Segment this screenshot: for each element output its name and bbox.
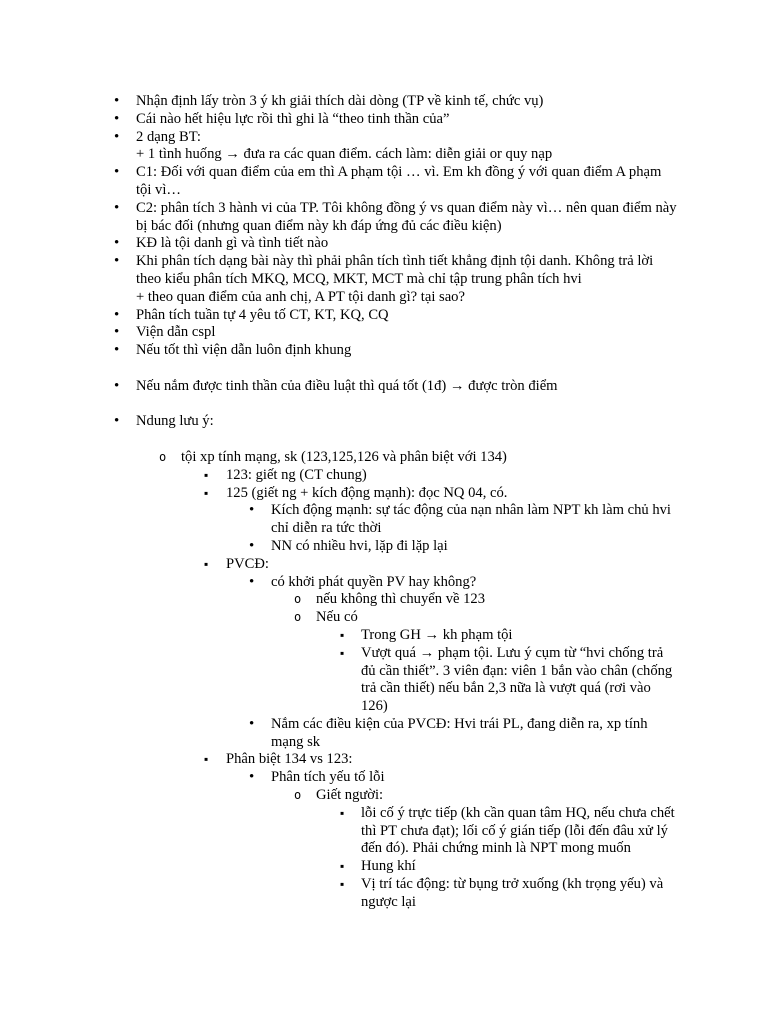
list-item: [0, 307, 768, 325]
square-bullet-icon: [340, 858, 354, 876]
list-item-text: Cái nào hết hiệu lực rồi thì ghi là “theo tinh thần của”: [136, 110, 450, 127]
list-item-text: Nếu nắm được tinh thần của điều luật thì quá tốt (1đ) → được tròn điểm: [136, 377, 558, 394]
list-item-text: Kích động mạnh: sự tác động của nạn nhân làm NPT kh làm chủ hvi chỉ diễn ra tức thời: [271, 502, 671, 537]
list-item-text: C2: phân tích 3 hành vi của TP. Tôi không đồng ý vs quan điểm này vì… nên quan điểm này bị bác đối (nhưng quan điểm này kh đáp ứng đủ các điều kiện): [136, 199, 677, 234]
bullet-icon: [249, 574, 263, 592]
list-item-text: Viện dẫn cspl: [136, 324, 216, 341]
list-item-text: tội xp tính mạng, sk (123,125,126 và phân biệt với 134): [181, 448, 507, 465]
square-bullet-icon: [340, 876, 354, 894]
circle-bullet-icon: o: [159, 449, 167, 464]
list-item: [0, 164, 768, 200]
list-item: [0, 538, 768, 556]
bullet-icon: [114, 253, 128, 271]
list-item: [0, 591, 768, 609]
bullet-icon: [249, 538, 263, 556]
list-item-text: Phân tích yếu tố lỗi: [271, 769, 385, 786]
bullet-icon: [114, 129, 128, 147]
list-item: [0, 342, 768, 360]
document-page: [0, 93, 768, 912]
circle-bullet-icon: o: [294, 592, 302, 607]
bullet-icon: [114, 200, 128, 218]
square-bullet-icon: [340, 627, 354, 645]
list-item-text: KĐ là tội danh gì và tình tiết nào: [136, 235, 329, 252]
list-item-text: + 1 tình huống → đưa ra các quan điểm. cách làm: diễn giải or quy nạp: [136, 146, 553, 163]
list-item: [0, 324, 768, 342]
blank-line: [0, 431, 768, 449]
list-item-text: lỗi cố ý trực tiếp (kh cần quan tâm HQ, nếu chưa chết thì PT chưa đạt); lối cố ý gián tiếp (lỗi đến đâu xử lý đến đó). Phải chứng minh là NPT mong muốn: [361, 804, 675, 857]
bullet-icon: [114, 93, 128, 111]
list-item: [0, 413, 768, 431]
list-item-text: Giết người:: [316, 787, 384, 804]
list-item-text: Nhận định lấy tròn 3 ý kh giải thích dài dòng (TP về kinh tế, chức vụ): [136, 93, 544, 109]
list-item-text: Nắm các điều kiện của PVCĐ: Hvi trái PL, đang diễn ra, xp tính mạng sk: [271, 715, 648, 750]
bullet-icon: [114, 164, 128, 182]
square-bullet-icon: [204, 751, 218, 769]
circle-bullet-icon: o: [294, 610, 302, 625]
bullet-icon: [249, 769, 263, 787]
list-item: [0, 502, 768, 538]
list-item-text: 123: giết ng (CT chung): [226, 466, 367, 483]
list-item: [0, 485, 768, 503]
list-item-text: Vượt quá → phạm tội. Lưu ý cụm từ “hvi chống trả đủ cần thiết”. 3 viên đạn: viên 1 bắn vào chân (chống trả cần thiết) nếu bắn 2,3 nữa là vượt quá (rơi vào 126): [361, 644, 673, 715]
list-item: [0, 378, 768, 396]
list-item: [0, 645, 768, 716]
list-item: [0, 449, 768, 467]
bullet-icon: [114, 342, 128, 360]
list-item: [0, 111, 768, 129]
list-item: [0, 556, 768, 574]
list-item-text: 125 (giết ng + kích động mạnh): đọc NQ 04, có.: [226, 484, 508, 501]
square-bullet-icon: [204, 467, 218, 485]
list-item-text: Trong GH → kh phạm tội: [361, 626, 513, 643]
bullet-icon: [114, 413, 128, 431]
bullet-icon: [114, 235, 128, 253]
list-item: [0, 627, 768, 645]
list-item: [0, 716, 768, 752]
list-item: [0, 609, 768, 627]
bullet-icon: [249, 502, 263, 520]
list-item: [0, 769, 768, 787]
list-item-text: Hung khí: [361, 858, 416, 875]
list-item: [0, 253, 768, 306]
list-item-text: nếu không thì chuyển về 123: [316, 591, 486, 608]
bullet-icon: [114, 111, 128, 129]
list-item-text: Nếu tốt thì viện dẫn luôn định khung: [136, 342, 352, 359]
blank-line: [0, 396, 768, 414]
circle-bullet-icon: o: [294, 788, 302, 803]
list-item: [0, 574, 768, 592]
bullet-icon: [249, 716, 263, 734]
blank-line: [0, 360, 768, 378]
list-item-text: + theo quan điểm của anh chị, A PT tội danh gì? tại sao?: [136, 288, 465, 305]
square-bullet-icon: [340, 645, 354, 663]
list-item: [0, 467, 768, 485]
bullet-icon: [114, 307, 128, 325]
list-item-text: Phân tích tuần tự 4 yêu tố CT, KT, KQ, CQ: [136, 306, 389, 323]
list-item-text: PVCĐ:: [226, 555, 269, 572]
square-bullet-icon: [204, 556, 218, 574]
list-item-text: Vị trí tác động: từ bụng trở xuống (kh trọng yếu) và ngược lại: [361, 876, 664, 910]
list-item: [0, 751, 768, 769]
bullet-icon: [114, 378, 128, 396]
list-item-text: có khởi phát quyền PV hay không?: [271, 573, 477, 590]
list-item: [0, 129, 768, 165]
list-item-text: C1: Đối với quan điểm của em thì A phạm tội … vì. Em kh đồng ý với quan điểm A phạm tội vì…: [136, 164, 662, 198]
list-item: [0, 235, 768, 253]
list-item: [0, 876, 768, 912]
bullet-icon: [114, 324, 128, 342]
square-bullet-icon: [340, 805, 354, 823]
list-item: [0, 200, 768, 236]
list-item-text: Ndung lưu ý:: [136, 413, 214, 430]
list-item: [0, 805, 768, 858]
list-item-text: Phân biệt 134 vs 123:: [226, 751, 353, 768]
list-item-text: Khi phân tích dạng bài này thì phải phân tích tình tiết khẳng định tội danh. Không trả lời theo kiểu phân tích MKQ, MCQ, MKT, MCT mà chỉ tập trung phân tích hvi: [136, 253, 654, 287]
list-item-text: 2 dạng BT:: [136, 128, 201, 145]
list-item: [0, 93, 768, 111]
square-bullet-icon: [204, 485, 218, 503]
list-item: [0, 787, 768, 805]
list-item: [0, 858, 768, 876]
list-item-text: Nếu có: [316, 609, 358, 626]
list-item-text: NN có nhiều hvi, lặp đi lặp lại: [271, 537, 448, 554]
